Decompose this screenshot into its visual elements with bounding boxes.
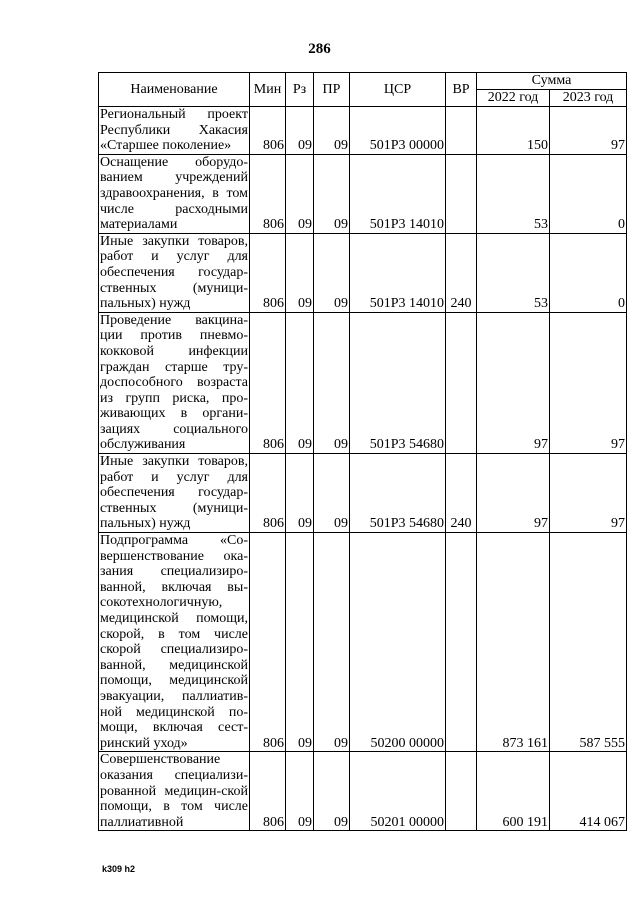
cell-vr (446, 107, 477, 155)
cell-csr: 50200 00000 (350, 533, 446, 752)
cell-sum-2022: 97 (477, 454, 550, 533)
cell-vr: 240 (446, 233, 477, 312)
cell-pr: 09 (314, 454, 350, 533)
cell-pr: 09 (314, 107, 350, 155)
cell-rz: 09 (286, 154, 314, 233)
cell-sum-2022: 97 (477, 312, 550, 453)
cell-csr: 501P3 14010 (350, 233, 446, 312)
cell-csr: 501P3 54680 (350, 454, 446, 533)
header-min: Мин (250, 73, 286, 107)
cell-pr: 09 (314, 752, 350, 831)
cell-sum-2022: 873 161 (477, 533, 550, 752)
cell-min: 806 (250, 233, 286, 312)
header-vr: ВР (446, 73, 477, 107)
cell-rz: 09 (286, 533, 314, 752)
cell-csr: 501P3 54680 (350, 312, 446, 453)
cell-pr: 09 (314, 233, 350, 312)
cell-name: Иные закупки товаров, работ и услуг для обеспечения государ-ственных (муници-пальных) нужд (100, 233, 248, 312)
page-number: 286 (308, 41, 331, 57)
cell-sum-2023: 0 (550, 154, 627, 233)
cell-pr: 09 (314, 533, 350, 752)
cell-rz: 09 (286, 233, 314, 312)
header-name: Наименование (99, 73, 250, 107)
cell-vr (446, 154, 477, 233)
cell-name: Иные закупки товаров, работ и услуг для обеспечения государ-ственных (муници-пальных) нужд (100, 454, 248, 532)
table-row (99, 107, 627, 155)
cell-rz: 09 (286, 454, 314, 533)
table-row (99, 312, 627, 453)
cell-sum-2022: 53 (477, 233, 550, 312)
cell-vr (446, 312, 477, 453)
table-body (99, 107, 627, 831)
header-rz: Рз (286, 73, 314, 107)
cell-name: Подпрограмма «Со-вершенствование ока-зания специализиро-ванной, включая вы-сокотехнологичную, медицинской помощи, скорой, в том числе скорой специализиро-ванной, медицинской помощи, медицинской эвакуации, паллиатив-ной медицинской по-мощи, включая сест-ринский уход» (100, 533, 248, 751)
cell-min: 806 (250, 533, 286, 752)
cell-sum-2023: 587 555 (550, 533, 627, 752)
cell-csr: 501P3 00000 (350, 107, 446, 155)
table-row (99, 154, 627, 233)
header-year-2023: 2023 год (550, 90, 627, 107)
cell-sum-2023: 414 067 (550, 752, 627, 831)
cell-min: 806 (250, 107, 286, 155)
cell-vr: 240 (446, 454, 477, 533)
cell-name: Совершенствование оказания специализи-рованной медицин-ской помощи, в том числе паллиативной (100, 752, 248, 830)
cell-csr: 50201 00000 (350, 752, 446, 831)
cell-sum-2022: 600 191 (477, 752, 550, 831)
cell-min: 806 (250, 752, 286, 831)
budget-table (98, 72, 627, 831)
cell-vr (446, 533, 477, 752)
cell-min: 806 (250, 312, 286, 453)
cell-vr (446, 752, 477, 831)
cell-rz: 09 (286, 107, 314, 155)
cell-pr: 09 (314, 154, 350, 233)
cell-sum-2022: 53 (477, 154, 550, 233)
cell-sum-2023: 97 (550, 107, 627, 155)
header-year-2022: 2022 год (477, 90, 550, 107)
table-row (99, 752, 627, 831)
cell-pr: 09 (314, 312, 350, 453)
cell-rz: 09 (286, 752, 314, 831)
table-row (99, 454, 627, 533)
cell-sum-2023: 97 (550, 312, 627, 453)
cell-min: 806 (250, 454, 286, 533)
cell-name: Проведение вакцина-ции против пневмо-кокковой инфекции граждан старше тру-доспособного возраста из групп риска, про-живающих в органи-зациях социального обслуживания (100, 312, 248, 453)
cell-name: Региональный проект Республики Хакасия «Старшее поколение» (100, 107, 248, 154)
header-pr: ПР (314, 73, 350, 107)
header-sum: Сумма (477, 73, 627, 90)
footer-code: k309 h2 (102, 864, 136, 874)
table-header (99, 73, 627, 107)
cell-csr: 501P3 14010 (350, 154, 446, 233)
header-csr: ЦСР (350, 73, 446, 107)
cell-sum-2022: 150 (477, 107, 550, 155)
table-row (99, 233, 627, 312)
cell-rz: 09 (286, 312, 314, 453)
cell-sum-2023: 0 (550, 233, 627, 312)
cell-name: Оснащение оборудо-ванием учреждений здравоохранения, в том числе расходными материалами (100, 154, 248, 233)
table-row (99, 533, 627, 752)
cell-min: 806 (250, 154, 286, 233)
cell-sum-2023: 97 (550, 454, 627, 533)
